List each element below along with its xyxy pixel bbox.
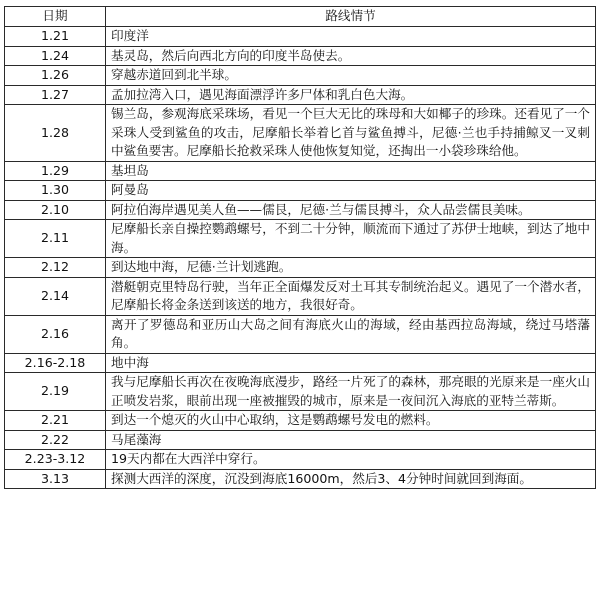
row-plot: 探测大西洋的深度，沉没到海底16000m，然后3、4分钟时间就回到海面。 [106, 469, 596, 489]
row-plot: 穿越赤道回到北半球。 [106, 66, 596, 86]
row-date: 3.13 [5, 469, 106, 489]
row-date: 2.14 [5, 277, 106, 315]
row-plot: 基坦岛 [106, 161, 596, 181]
row-date: 1.27 [5, 85, 106, 105]
itinerary-document [4, 6, 595, 489]
header-date: 日期 [5, 7, 106, 27]
row-date: 2.21 [5, 411, 106, 431]
table-row [5, 200, 596, 220]
row-plot: 离开了罗德岛和亚历山大岛之间有海底火山的海域，经由基西拉岛海域，绕过马塔藩角。 [106, 315, 596, 353]
row-plot: 阿曼岛 [106, 181, 596, 201]
table-row [5, 315, 596, 353]
row-date: 2.16 [5, 315, 106, 353]
table-row [5, 430, 596, 450]
table-row [5, 181, 596, 201]
row-plot: 马尾藻海 [106, 430, 596, 450]
header-plot: 路线情节 [106, 7, 596, 27]
table-row [5, 105, 596, 162]
row-date: 1.21 [5, 27, 106, 47]
table-row [5, 161, 596, 181]
row-plot: 孟加拉湾入口，遇见海面漂浮许多尸体和乳白色大海。 [106, 85, 596, 105]
row-date: 2.22 [5, 430, 106, 450]
row-plot: 基灵岛，然后向西北方向的印度半岛使去。 [106, 46, 596, 66]
row-date: 2.11 [5, 220, 106, 258]
itinerary-table [4, 6, 596, 489]
row-plot: 阿拉伯海岸遇见美人鱼——儒艮，尼德·兰与儒艮搏斗，众人品尝儒艮美味。 [106, 200, 596, 220]
table-row [5, 220, 596, 258]
row-date: 2.12 [5, 258, 106, 278]
row-date: 1.30 [5, 181, 106, 201]
table-row [5, 469, 596, 489]
row-plot: 地中海 [106, 353, 596, 373]
table-header-row [5, 7, 596, 27]
table-row [5, 353, 596, 373]
table-row [5, 450, 596, 470]
table-row [5, 258, 596, 278]
row-plot: 锡兰岛，参观海底采珠场，看见一个巨大无比的珠母和大如椰子的珍珠。还看见了一个采珠人受到鲨鱼的攻击，尼摩船长举着匕首与鲨鱼搏斗，尼德·兰也手持捕鲸叉一叉刺中鲨鱼要害。尼摩船长抢救采珠人使他恢复知觉，还掏出一小袋珍珠给他。 [106, 105, 596, 162]
row-date: 1.28 [5, 105, 106, 162]
table-row [5, 411, 596, 431]
table-row [5, 27, 596, 47]
table-row [5, 46, 596, 66]
table-body [5, 27, 596, 489]
table-row [5, 66, 596, 86]
row-date: 1.26 [5, 66, 106, 86]
table-row [5, 277, 596, 315]
table-row [5, 85, 596, 105]
row-plot: 印度洋 [106, 27, 596, 47]
row-date: 2.19 [5, 373, 106, 411]
row-date: 2.10 [5, 200, 106, 220]
row-plot: 19天内都在大西洋中穿行。 [106, 450, 596, 470]
row-plot: 到达一个熄灭的火山中心取纳，这是鹦鹉螺号发电的燃料。 [106, 411, 596, 431]
row-date: 2.23-3.12 [5, 450, 106, 470]
row-plot: 潜艇朝克里特岛行驶，当年正全面爆发反对土耳其专制统治起义。遇见了一个潜水者，尼摩船长将金条送到该送的地方，我很好奇。 [106, 277, 596, 315]
row-date: 1.24 [5, 46, 106, 66]
row-plot: 我与尼摩船长再次在夜晚海底漫步，路经一片死了的森林，那亮眼的光原来是一座火山正喷发岩浆，眼前出现一座被摧毁的城市，原来是一夜间沉入海底的亚特兰蒂斯。 [106, 373, 596, 411]
row-date: 1.29 [5, 161, 106, 181]
table-row [5, 373, 596, 411]
row-date: 2.16-2.18 [5, 353, 106, 373]
row-plot: 到达地中海，尼德·兰计划逃跑。 [106, 258, 596, 278]
row-plot: 尼摩船长亲自操控鹦鹉螺号，不到二十分钟，顺流而下通过了苏伊士地峡，到达了地中海。 [106, 220, 596, 258]
